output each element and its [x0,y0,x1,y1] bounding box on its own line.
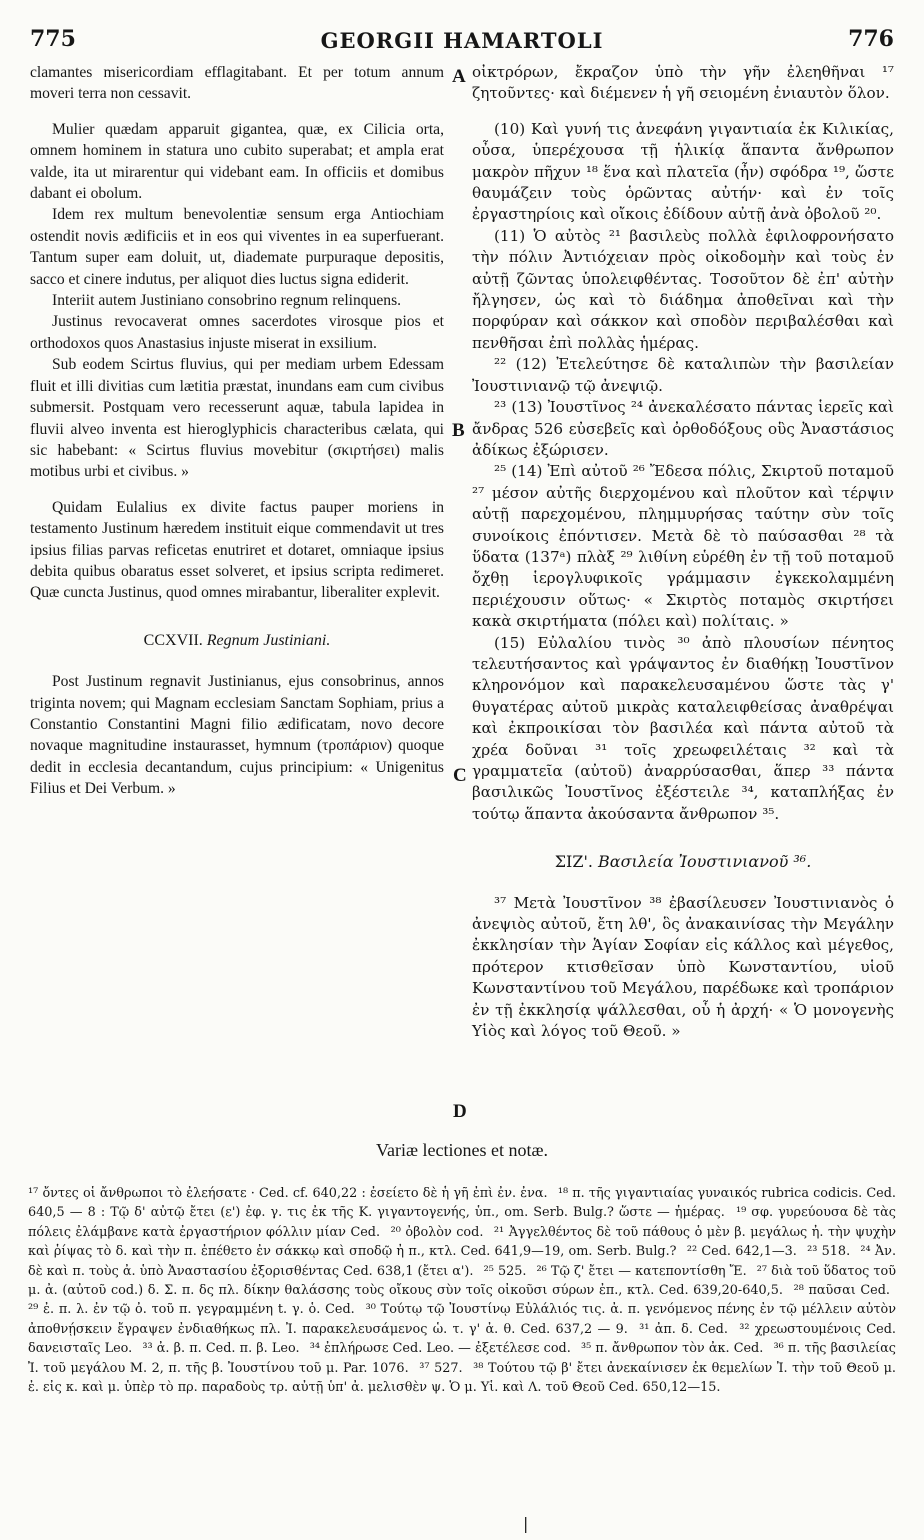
latin-paragraph: Interiit autem Justiniano consobrino regnum relinquens. [52,292,402,310]
latin-paragraph: Sub eodem Scirtus fluvius, qui per mediam urbem Edessam fluit et illi divitias cum lætitia præstat, inundans eam cum civibus submersit. Postquam vero recesserunt aquæ, tabula lapidea in fluvii alveo inventa est hieroglyphicis characteribus cælata, qui sic habebant: « Scirtus fluvius movebitur (σκιρτήσει) malis motibus urbi et civibus. » [30,356,444,481]
greek-paragraph: (15) Εὐλαλίου τινὸς ³⁰ ἀπὸ πλουσίων πένητος τελευτήσαντος καὶ γράψαντος ἐν διαθήκῃ Ἰουστῖνον κληρονόμον καὶ παρακελευσαμένου ὥστε τὰς γ' θυγατέρας αὐτοῦ μικρὰς καταλειφθείσας ἀναθρέψαι καὶ ἐκπροικίσαι τὸν βασιλέα καὶ πάντα αὐτοῦ τὰ χρέα δοῦναι ³¹ τοῖς χρεωφειλέταις ³² καὶ τὰ γραμματεῖα (αὐτοῦ) ἀναρρύσασθαι, ἅπερ ³³ πάντα βασιλικῶς Ἰουστῖνος ἐξέστειλε ³⁴, καταπλήξας ἐν τούτῳ ἅπαντα ἀκούσαντα ἄνθρωπον ³⁵. [472,633,894,823]
greek-section-heading [472,851,894,872]
note-item: ³⁶ π. τῆς βασιλείας Ἰ. τοῦ μεγάλου Μ. 2, π. τῆς β. Ἰουστίνου τοῦ μ. Par. 1076. [28,1341,896,1376]
note-item: ³⁸ Τούτου τῷ β' ἔτει ἀνεκαίνισεν ἐκ θεμελίων Ἰ. τὴν τοῦ Θεοῦ μ. ἐ. εἰς κ. καὶ μ. ὑπὲρ τὸ πρ. παραδοὺς τρ. αὐτῇ ὑπ' ἀ. μελισθὲν ψ. Ὁ μ. Υἱ. καὶ Λ. τοῦ Θεοῦ Ced. 650,12—15. [28,1360,896,1396]
latin-paragraph: Quidam Eulalius ex divite factus pauper moriens in testamento Justinum hæredem instituit eique commendavit ut tres ipsius filias parvas reficetas enutriret et dotaret, omniaque ipsius debita quibus obaratus esset solveret, et ipsius scripta redimeret. Quæ cuncta Justinus, quod omnes mirabantur, liberaliter explevit. [30,498,444,602]
greek-section-number: ΣΙΖ'. [554,852,593,872]
note-item: ²⁵ 525. [483,1263,527,1279]
note-item: ²² Ced. 642,1—3. [686,1244,797,1260]
greek-section-paragraph: ³⁷ Μετὰ Ἰουστῖνον ³⁸ ἐβασίλευσεν Ἰουστινιανὸς ὁ ἀνεψιὸς αὐτοῦ, ἔτη λθ', ὃς ἀνακαινίσας τὴν Μεγάλην ἐκκλησίαν τὴν Ἁγίαν Σοφίαν εἰς κάλλος καὶ μέγεθος, πρότερον κτισθεῖσαν ὑπὸ Κωνσταντίου, υἱοῦ Κωνσταντίνου τοῦ Μεγάλου, παρέδωκε καὶ τροπάριον ἐν τῇ ἐκκλησίᾳ ψάλλεσθαι, οὗ ἡ ἀρχή· « Ὁ μονογενὴς Υἱὸς καὶ λόγος τοῦ Θεοῦ. » [472,893,894,1041]
note-item: ¹⁹ σφ. γυρεύουσα δὲ τὰς πόλεις ἐλάμβανε κατὰ ἐργαστήριον φόλλιν μίαν Ced. [28,1205,896,1240]
notes-block [28,1184,896,1397]
note-item: ³³ ἀ. β. π. Ced. π. β. Leo. [142,1341,300,1357]
note-item: ²⁰ ὀβολὸν cod. [390,1224,484,1240]
greek-paragraph: (10) Καὶ γυνή τις ἀνεφάνη γιγαντιαία ἐκ Κιλικίας, οὖσα, ὑπερέχουσα τῇ ἡλικίᾳ ἅπαντα ἄνθρωπον μακρὸν πῆχυν ¹⁸ ἕνα καὶ πλατεῖα (ἦν) σφόδρα ¹⁹, ὥστε θαυμάζειν τοὺς ὁρῶντας αὐτήν· καὶ ἐν τοῖς ἐργαστηρίοις καὶ οἴκοις ἐδίδουν αὐτῇ ἀνὰ ὀβολοῦ ²⁰. [472,119,894,224]
latin-section-title: Regnum Justiniani. [206,631,331,649]
greek-paragraph: οἰκτρόρων, ἔκραζον ὑπὸ τὴν γῆν ἐλεηθῆναι ¹⁷ ζητοῦντες· καὶ διέμενεν ἡ γῆ σειομένη ἐνιαυτὸν ὅλον. [472,63,894,103]
latin-section-paragraph: Post Justinum regnavit Justinianus, ejus consobrinus, annos triginta novem; qui Magnam ecclesiam Sanctam Sophiam, prius a Constantio Constantini Magni filio ædificatam, novo decore novaque magnitudine instaurasset, hymnum (τροπάριον) quoque dedit in ecclesia decantandum, cujus principium: « Unigenitus Filius et Dei Verbum. » [30,673,444,798]
latin-column [30,62,444,800]
note-item: ³¹ ἀπ. δ. Ced. [639,1321,728,1337]
note-item: ³⁰ Τούτῳ τῷ Ἰουστίνῳ Εὐλάλιός τις. ἀ. π. γενόμενος πένης ἐν τῷ μέλλειν αὐτὸν ἀποθνῄσκειν ἔγραψεν ἐνδιαθήκως πλ. Ἰ. παρακελευσάμενος ὡ. τ. γ' ἀ. θ. Ced. 637,2 — 9. [28,1302,897,1337]
note-item: ²⁴ Ἀν. δὲ καὶ π. τοὺς ἀ. ὑπὸ Ἀναστασίου ἐξορισθέντας Ced. 638,1 (ἔτει α'). [28,1244,897,1279]
note-item: ³² χρεωστουμένοις Ced. δανεισταῖς Leo. [28,1321,896,1357]
note-item: ²⁹ ἐ. π. λ. ἐν τῷ ὀ. τοῦ π. γεγραμμένη t. γ. ὁ. Ced. [28,1302,355,1318]
note-item: ³⁷ 527. [419,1360,463,1376]
note-item: ²⁶ Τῷ ζ' ἔτει — κατεποντίσθη Ἔ. [536,1263,747,1279]
greek-paragraph: ²² (12) Ἐτελεύτησε δὲ καταλιπὼν τὴν βασιλείαν Ἰουστινιανῷ τῷ ἀνεψιῷ. [472,355,894,395]
margin-marker-b: B [452,420,465,441]
latin-section-number: CCXVII. [143,631,203,649]
note-item: ¹⁷ ὄντες οἱ ἄνθρωποι τὸ ἐλεήσατε · Ced. cf. 640,22 : ἐσείετο δὲ ἡ γῆ ἐπὶ ἐν. ἐνα. [28,1186,548,1201]
latin-paragraph: Idem rex multum benevolentiæ sensum erga Antiochiam ostendit novis ædificiis et in eos qui viventes in ea superfuerant. Tantum super eam doluit, ut, diademate purpuraque depositis, sacco et cinere indutus, per aliquot dies luctus signa ediderit. [30,206,444,288]
note-item: ²¹ Ἀγγελθέντος δὲ τοῦ πάθους ὁ μὲν β. μεγάλως ἠ. τὴν ψυχὴν καὶ ῥίψας τὸ δ. καὶ τὴν π. ἐπέθετο ἐν σάκκῳ καὶ σποδῷ ἠ π., κτλ. Ced. 641,9—19, om. Serb. Bulg.? [28,1224,896,1260]
greek-paragraph: (11) Ὁ αὐτὸς ²¹ βασιλεὺς πολλὰ ἐφιλοφρονήσατο τὴν πόλιν Ἀντιόχειαν πρὸς οἰκοδομὴν καὶ τοὺς ἐν αὐτῇ ζῶντας ὑπολειφθέντας. Τοσοῦτον δὲ ἐπ' αὐτὴν ἤλγησεν, ὡς καὶ τὸ διάδημα ἀποθεῖναι καὶ τὴν πορφύραν καὶ σάκκον καὶ σποδὸν περιβαλέσθαι καὶ πενθῆσαι ἐπὶ πολλὰς ἡμέρας. [472,226,894,352]
note-item: ³⁵ π. ἄνθρωπον τὸν ἀκ. Ced. [580,1341,764,1357]
note-item: ²⁷ διὰ τοῦ ὕδατος τοῦ μ. ἀ. (αὐτοῦ cod.) δ. Σ. π. δς πλ. δίκην θαλάσσης τοὺς οἴκους σὺν τοῖς οἰκοῦσι σύρων ἐπ., κτλ. Ced. 639,20-640,5. [28,1263,896,1299]
margin-marker-d: D [453,1101,467,1122]
latin-paragraph: Mulier quædam apparuit gigantea, quæ, ex Cilicia orta, omnem hominem in statura uno cubito superabat; et ampla erat valde, ita ut mirarentur qui videbant eam. In officiis et domibus dabant ei obolum. [30,120,444,203]
running-header [30,22,894,56]
greek-column [472,62,894,1042]
margin-marker-c: C [453,765,467,786]
latin-section-heading [30,630,444,651]
right-page-number: 776 [848,26,894,52]
left-page-number: 775 [30,26,76,52]
greek-section-title: Βασιλεία Ἰουστινιανοῦ ³⁶. [598,852,812,872]
note-item: ¹⁸ π. τῆς γιγαντιαίας γυναικός rubrica codicis. Ced. 640,5 — 8 : Τῷ δ' αὐτῷ ἔτει (ε') ἐφ. γ. τις ἐκ τῆς Κ. γιγαντογενής, ὑπ., om. Serb. Bulg.? ὥστε — ἡμέρας. [28,1186,896,1221]
note-item: ²⁸ παῦσαι Ced. [793,1283,890,1299]
latin-paragraph: Justinus revocaverat omnes sacerdotes virosque pios et orthodoxos quos Anastasius injuste miserat in exsilium. [30,313,444,352]
note-item: ³⁴ ἐπλήρωσε Ced. Leo. — ἐξετέλεσε cod. [309,1341,571,1357]
greek-paragraph: ²³ (13) Ἰουστῖνος ²⁴ ἀνεκαλέσατο πάντας ἱερεῖς καὶ ἄνδρας 526 εὐσεβεῖς καὶ ὀρθοδόξους οὓς Ἀναστάσιος ἀδίκως ἐξώρισεν. [472,398,894,459]
notes-heading: Variæ lectiones et notæ. [376,1140,548,1160]
running-title: GEORGII HAMARTOLI [320,28,604,53]
note-item: ²³ 518. [807,1244,851,1260]
bottom-mark: | [523,1514,529,1533]
greek-paragraph: ²⁵ (14) Ἐπὶ αὐτοῦ ²⁶ Ἔδεσα πόλις, Σκιρτοῦ ποταμοῦ ²⁷ μέσον αὐτῆς διερχομένου καὶ πλοῦτον καὶ τέρψιν αὐτῇ παρεχομένου, πλημμυρήσας ταύτην σὺν τοῖς συνοίκοις ἐπόντισεν. Μετὰ δὲ τὸ παύσασθαι ²⁸ τὰ ὕδατα (137ᵃ) πλὰξ ²⁹ λιθίνη εὑρέθη ἐν τῇ τοῦ ποταμοῦ ὄχθῃ ἱερογλυφικοῖς γράμμασιν ἐγκεκολαμμένη περιέχουσιν οὕτως· « Σκιρτὸς ποταμὸς σκιρτήσει κακὰ σκιρτήματα (πόλει καὶ) πολίταις. » [472,462,894,631]
latin-paragraph: clamantes misericordiam efflagitabant. Et per totum annum moveri terra non cessavit. [30,64,444,103]
margin-marker-a: A [452,66,466,87]
